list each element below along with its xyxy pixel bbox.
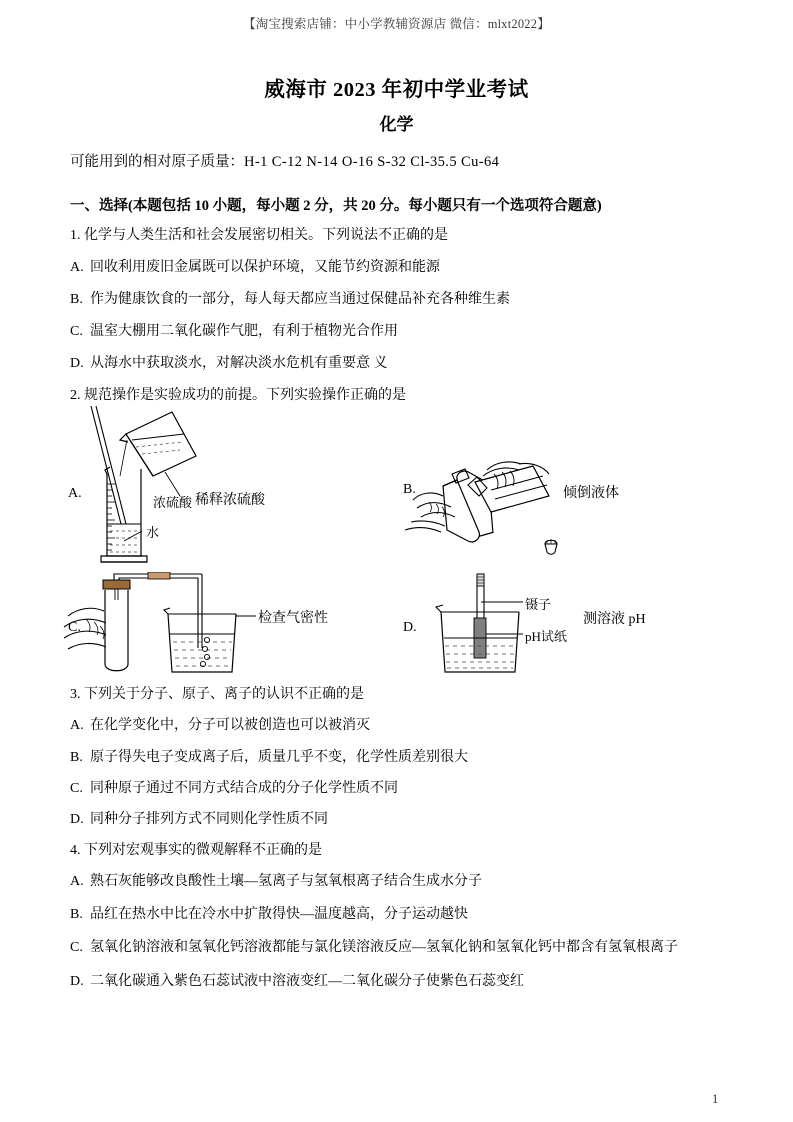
subject-title: 化学 (379, 115, 414, 134)
option-mark: A. (70, 874, 84, 889)
option-text: 同种分子排列方式不同则化学性质不同 (90, 812, 328, 827)
option-text: 从海水中获取淡水，对解决淡水危机有重要意 义 (90, 356, 388, 371)
option-text: 在化学变化中，分子可以被创造也可以被消灭 (90, 718, 370, 733)
question-2-stem: 2. 规范操作是实验成功的前提。下列实验操作正确的是 (70, 388, 406, 403)
figure-a-option-mark: A. (68, 486, 82, 501)
figure-b-caption: 倾倒液体 (563, 486, 619, 501)
figure-b-drawing (395, 460, 655, 570)
page-number: 1 (712, 1092, 719, 1106)
question-1-option-b (70, 288, 510, 308)
option-text: 氢氧化钠溶液和氢氧化钙溶液都能与氯化镁溶液反应—氢氧化钠和氢氧化钙中都含有氢氧根离子 (90, 940, 678, 955)
option-text: 作为健康饮食的一部分，每人每天都应当通过保健品补充各种维生素 (90, 292, 510, 307)
question-1-option-d (70, 352, 388, 372)
figure-option-d (395, 572, 725, 678)
option-mark: C. (70, 781, 83, 796)
figure-d-ph-paper-label: pH试纸 (525, 629, 567, 644)
figure-d-drawing (395, 572, 695, 678)
option-mark: B. (70, 292, 83, 307)
question-1-option-c (70, 320, 398, 340)
figure-c-option-mark: C. (68, 620, 81, 635)
relative-atomic-mass-label: 可能用到的相对原子质量： (70, 154, 244, 170)
question-2-figure-block (60, 400, 740, 678)
option-text: 同种原子通过不同方式结合成的分子化学性质不同 (90, 781, 398, 796)
page-title: 威海市 2023 年初中学业考试 (264, 79, 529, 101)
question-3-option-a (70, 714, 370, 734)
option-mark: B. (70, 750, 83, 765)
question-4-option-d (70, 970, 524, 990)
shop-watermark-header: 【淘宝搜索店铺：中小学教辅资源店 微信：mlxt2022】 (243, 17, 550, 31)
figure-d-option-mark: D. (403, 620, 417, 635)
relative-atomic-mass-line (70, 150, 499, 171)
question-4-option-c (70, 936, 678, 956)
option-mark: C. (70, 940, 83, 955)
option-text: 温室大棚用二氧化碳作气肥，有利于植物光合作用 (90, 324, 398, 339)
figure-c-caption: 检查气密性 (258, 611, 328, 626)
figure-a-acid-label: 浓硫酸 (153, 495, 193, 510)
figure-a-water-label: 水 (146, 525, 160, 540)
option-mark: C. (70, 324, 83, 339)
option-mark: A. (70, 718, 84, 733)
section-heading-choice: 一、选择(本题包括 10 小题，每小题 2 分，共 20 分。每小题只有一个选项符合题意) (70, 198, 602, 214)
option-text: 二氧化碳通入紫色石蕊试液中溶液变红—二氧化碳分子使紫色石蕊变红 (90, 974, 524, 989)
question-4-option-a (70, 870, 482, 890)
option-text: 品红在热水中比在冷水中扩散得快—温度越高，分子运动越快 (90, 907, 468, 922)
option-mark: D. (70, 356, 84, 371)
question-1-option-a (70, 256, 440, 276)
question-1-stem: 1. 化学与人类生活和社会发展密切相关。下列说法不正确的是 (70, 228, 448, 243)
option-mark: A. (70, 260, 84, 275)
figure-a-caption: 稀释浓硫酸 (195, 493, 265, 508)
figure-option-b (395, 460, 725, 575)
figure-d-caption: 测溶液 pH (583, 612, 646, 627)
option-text: 原子得失电子变成离子后，质量几乎不变，化学性质差别很大 (90, 750, 468, 765)
option-mark: D. (70, 974, 84, 989)
option-text: 熟石灰能够改良酸性土壤—氢离子与氢氧根离子结合生成水分子 (90, 874, 482, 889)
figure-b-option-mark: B. (403, 482, 416, 497)
question-4-option-b (70, 903, 468, 923)
figure-option-a (60, 404, 390, 572)
question-4-stem: 4. 下列对宏观事实的微观解释不正确的是 (70, 843, 322, 858)
option-mark: D. (70, 812, 84, 827)
figure-option-c (60, 572, 390, 678)
question-3-stem: 3. 下列关于分子、原子、离子的认识不正确的是 (70, 687, 364, 702)
figure-d-tweezers-label: 镊子 (525, 597, 552, 612)
relative-atomic-mass-values: H-1 C-12 N-14 O-16 S-32 Cl-35.5 Cu-64 (244, 154, 500, 170)
option-mark: B. (70, 907, 83, 922)
question-3-option-b (70, 746, 468, 766)
question-3-option-d (70, 808, 328, 828)
question-3-option-c (70, 777, 398, 797)
option-text: 回收利用废旧金属既可以保护环境，又能节约资源和能源 (90, 260, 440, 275)
